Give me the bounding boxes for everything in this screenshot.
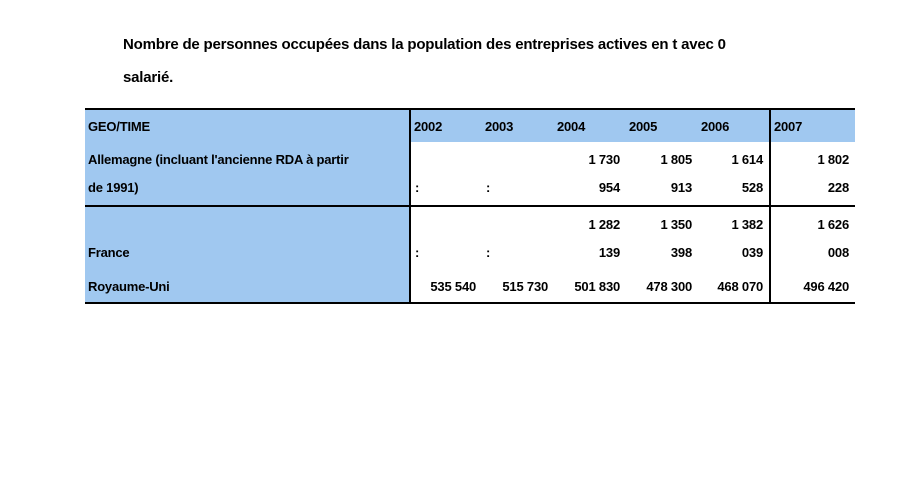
row-label-line: Royaume-Uni <box>88 278 170 294</box>
header-cell-geo-time: GEO/TIME <box>85 109 410 142</box>
data-cell <box>698 206 770 270</box>
data-cell <box>698 142 770 206</box>
cell-value-line: 1 282 <box>588 216 620 232</box>
cell-value-line: 008 <box>827 244 849 260</box>
cell-value-line: 535 540 <box>430 278 476 294</box>
header-cell-year: 2007 <box>770 109 855 142</box>
table-row <box>85 206 855 270</box>
cell-value-line <box>482 211 554 239</box>
data-cell <box>770 206 855 270</box>
data-cell <box>554 206 626 270</box>
data-cell <box>410 270 482 303</box>
cell-value-line <box>411 146 482 174</box>
cell-value-line: 228 <box>827 179 849 195</box>
table-body <box>85 142 855 303</box>
row-label <box>85 206 410 270</box>
row-label-line: France <box>88 244 130 260</box>
cell-value-line <box>411 211 482 239</box>
page-title-line: salarié. <box>123 69 174 86</box>
cell-value-line: 515 730 <box>502 278 548 294</box>
cell-value-line: 913 <box>670 179 692 195</box>
table-row <box>85 270 855 303</box>
data-cell <box>626 206 698 270</box>
cell-value-line: 1 350 <box>660 216 692 232</box>
cell-value-line: 1 805 <box>660 151 692 167</box>
data-cell <box>482 206 554 270</box>
header-cell-year: 2003 <box>482 109 554 142</box>
cell-value-line: 398 <box>670 244 692 260</box>
cell-value-line: 1 614 <box>731 151 763 167</box>
not-available-marker: : <box>415 244 420 260</box>
row-label-line: Allemagne (incluant l'ancienne RDA à partir <box>88 151 349 167</box>
data-cell <box>554 142 626 206</box>
data-cell <box>482 270 554 303</box>
table-header <box>85 109 855 142</box>
cell-value-line: 528 <box>741 179 763 195</box>
data-table <box>85 108 855 304</box>
header-cell-year: 2005 <box>626 109 698 142</box>
page-title <box>123 28 838 94</box>
page-title-line: Nombre de personnes occupées dans la population des entreprises actives en t avec 0 <box>123 36 726 53</box>
header-row <box>85 109 855 142</box>
data-cell <box>698 270 770 303</box>
header-cell-year: 2006 <box>698 109 770 142</box>
cell-value-line: 478 300 <box>646 278 692 294</box>
table-row <box>85 142 855 206</box>
header-cell-year: 2002 <box>410 109 482 142</box>
row-label <box>85 142 410 206</box>
data-cell <box>410 142 482 206</box>
data-cell <box>410 206 482 270</box>
cell-value-line <box>482 146 554 174</box>
header-cell-year: 2004 <box>554 109 626 142</box>
data-cell <box>554 270 626 303</box>
data-cell <box>626 142 698 206</box>
cell-value-line: 1 730 <box>588 151 620 167</box>
not-available-marker: : <box>415 179 420 195</box>
data-cell <box>770 270 855 303</box>
cell-value-line: 1 626 <box>817 216 849 232</box>
cell-value-line: 1 382 <box>731 216 763 232</box>
cell-value-line: 1 802 <box>817 151 849 167</box>
not-available-marker: : <box>486 244 491 260</box>
row-label <box>85 270 410 303</box>
row-label-line: de 1991) <box>88 179 139 195</box>
cell-value-line: 496 420 <box>803 278 849 294</box>
not-available-marker: : <box>486 179 491 195</box>
data-table-wrapper <box>85 108 855 304</box>
data-cell <box>482 142 554 206</box>
cell-value-line: 954 <box>598 179 620 195</box>
cell-value-line: 468 070 <box>717 278 763 294</box>
cell-value-line: 501 830 <box>574 278 620 294</box>
cell-value-line: 139 <box>598 244 620 260</box>
row-label-line <box>88 211 409 239</box>
cell-value-line: 039 <box>741 244 763 260</box>
data-cell <box>770 142 855 206</box>
data-cell <box>626 270 698 303</box>
